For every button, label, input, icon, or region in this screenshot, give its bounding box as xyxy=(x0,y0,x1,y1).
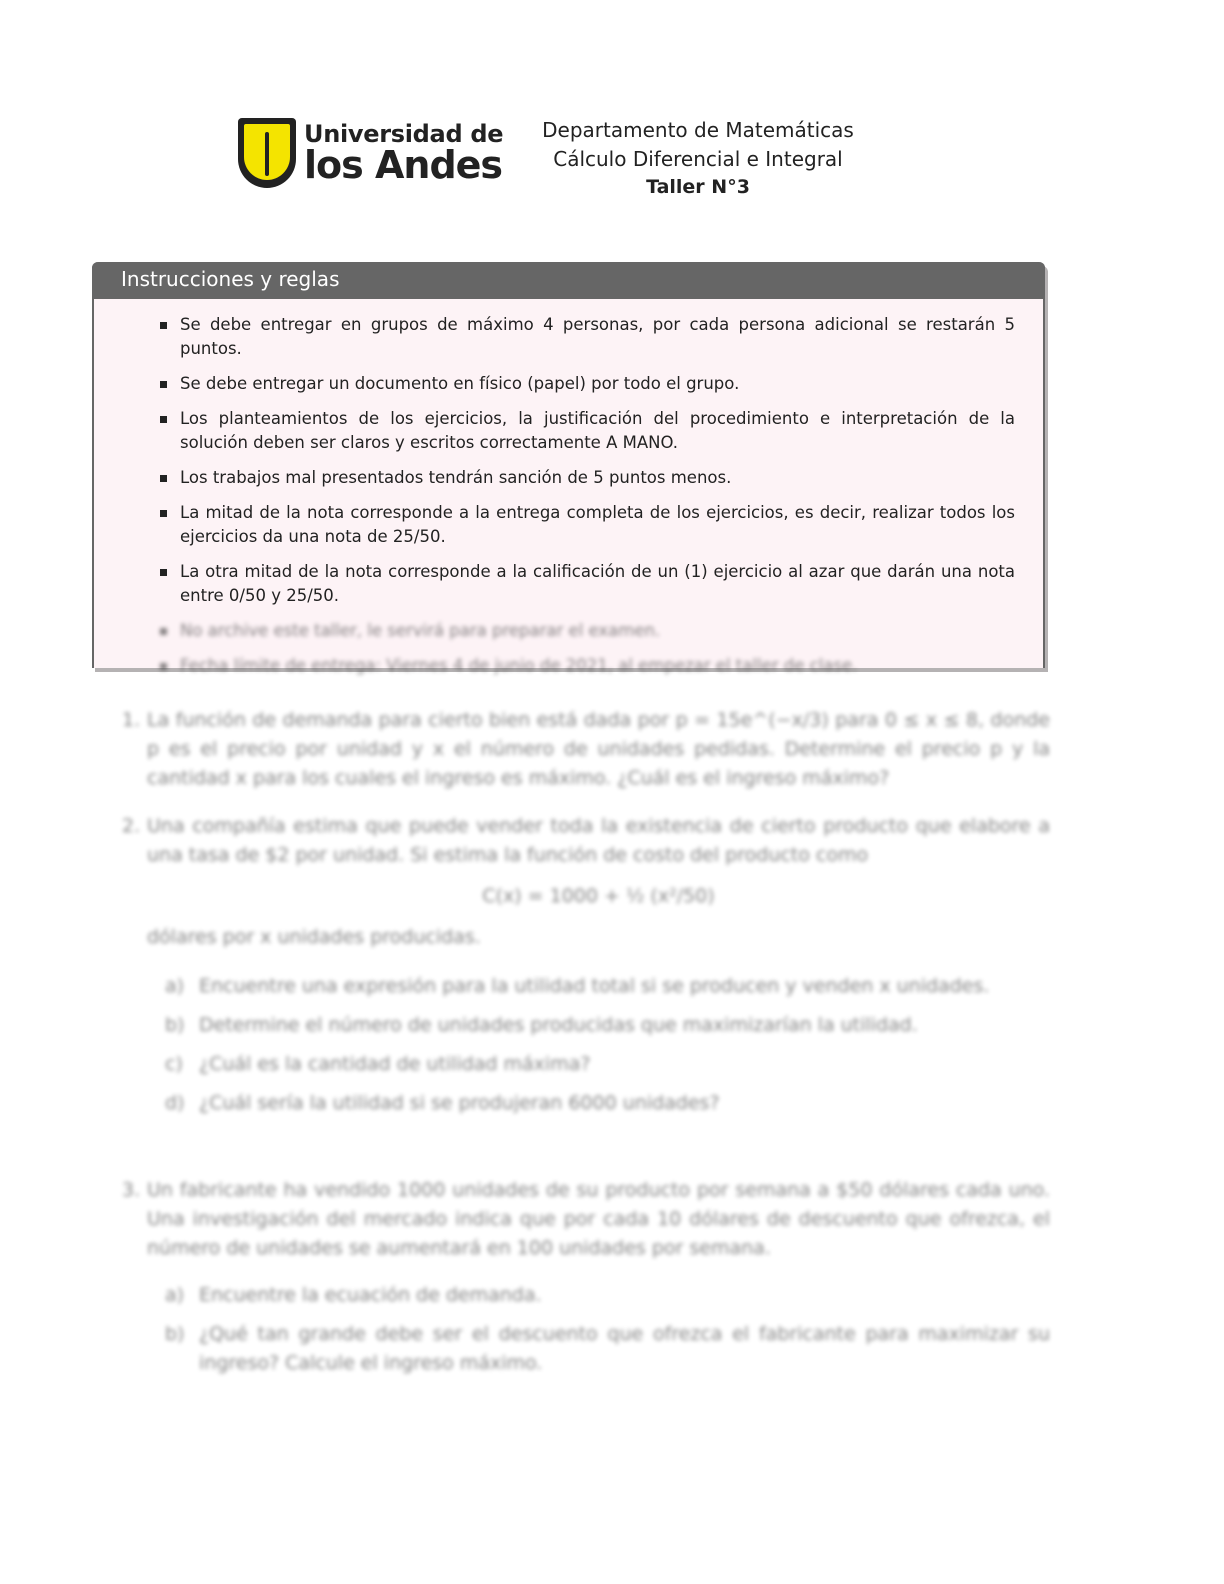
exercise-text: Una compañía estima que puede vender toda la existencia de cierto producto que elabore a una tasa de $2 por unidad. Si estima la función de costo del producto como xyxy=(147,815,1050,866)
exercise-text: La función de demanda para cierto bien está dada por p = 15e^(−x/3) para 0 ≤ x ≤ 8, donde p es el precio por unidad y x el número de unidades pedidas. Determine el precio p y la cantidad x para los cuales el ingreso es máximo. ¿Cuál es el ingreso máximo? xyxy=(147,709,1050,789)
exercise-text-after: dólares por x unidades producidas. xyxy=(147,926,481,948)
exercise-number: 3. xyxy=(122,1179,141,1201)
instruction-item: Los trabajos mal presentados tendrán sanción de 5 puntos menos. xyxy=(180,466,1015,490)
university-logo xyxy=(238,118,503,188)
shield-icon xyxy=(238,118,296,188)
exercise-1 xyxy=(122,706,1050,793)
exercise-part: Encuentre la ecuación de demanda. xyxy=(199,1284,542,1306)
instruction-item: Los planteamientos de los ejercicios, la justificación del procedimiento e interpretación de la solución deben ser claros y escritos correctamente A MANO. xyxy=(180,407,1015,455)
logo-line-1: Universidad de xyxy=(304,120,504,148)
exercise-3: 3. Un fabricante ha vendido 1000 unidades de su producto por semana a $50 dólares cada uno. Una investigación del mercado indica que por cada 10 dólares de descuento que ofrezca, el número de unidades se aumentará en 100 unidades por semana. a) Encuentre la ecuación de demanda. b) ¿Qué tan grande debe ser el descuento que ofrezca el fabricante para maximizar su ingreso? Calcule el ingreso máximo. xyxy=(122,1176,1050,1378)
document-title: Taller N°3 xyxy=(646,176,750,198)
exercise-2: 2. Una compañía estima que puede vender toda la existencia de cierto producto que elabore a una tasa de $2 por unidad. Si estima la función de costo del producto como C(x) = 1000 + ½ (x²/50) dólares por x unidades producidas. a) Encuentre una expresión para la utilidad total si se producen y venden x unidades. b) Determine el número de unidades producidas que maximizarían la utilidad. c) ¿Cuál es la cantidad de utilidad máxima? d) ¿Cuál sería la utilidad si se produjeran 6000 unidades? xyxy=(122,812,1050,1118)
exercise-number: 2. xyxy=(122,815,141,837)
instructions-list xyxy=(94,299,1043,678)
exercise-text: Un fabricante ha vendido 1000 unidades de su producto por semana a $50 dólares cada uno. Una investigación del mercado indica que por cada 10 dólares de descuento que ofrezca, el número de unidades se aumentará en 100 unidades por semana. xyxy=(147,1179,1050,1259)
instruction-item: Se debe entregar en grupos de máximo 4 personas, por cada persona adicional se restarán 5 puntos. xyxy=(180,313,1015,361)
department: Departamento de Matemáticas xyxy=(542,118,854,142)
instruction-item: La mitad de la nota corresponde a la entrega completa de los ejercicios, es decir, realizar todos los ejercicios da una nota de 25/50. xyxy=(180,501,1015,549)
exercise-part: Encuentre una expresión para la utilidad total si se producen y venden x unidades. xyxy=(199,975,990,997)
instruction-item: Fecha límite de entrega: Viernes 4 de junio de 2021, al empezar el taller de clase. xyxy=(180,654,1015,678)
logo-line-2: los Andes xyxy=(304,143,503,187)
document-header xyxy=(520,116,876,202)
course: Cálculo Diferencial e Integral xyxy=(553,146,843,171)
exercise-number: 1. xyxy=(122,709,141,731)
instruction-item: La otra mitad de la nota corresponde a la calificación de un (1) ejercicio al azar que darán una nota entre 0/50 y 25/50. xyxy=(180,560,1015,608)
instruction-item: Se debe entregar un documento en físico (papel) por todo el grupo. xyxy=(180,372,1015,396)
exercise-part: Determine el número de unidades producidas que maximizarían la utilidad. xyxy=(199,1014,918,1036)
exercise-part: ¿Cuál es la cantidad de utilidad máxima? xyxy=(199,1053,591,1075)
instructions-box xyxy=(92,262,1045,675)
instructions-title: Instrucciones y reglas xyxy=(92,262,1045,299)
cost-formula: C(x) = 1000 + ½ (x²/50) xyxy=(482,885,715,907)
instruction-item: No archive este taller, le servirá para preparar el examen. xyxy=(180,619,1015,643)
exercise-part: ¿Qué tan grande debe ser el descuento que ofrezca el fabricante para maximizar su ingreso? Calcule el ingreso máximo. xyxy=(199,1323,1050,1374)
exercise-part: ¿Cuál sería la utilidad si se produjeran 6000 unidades? xyxy=(199,1092,720,1114)
